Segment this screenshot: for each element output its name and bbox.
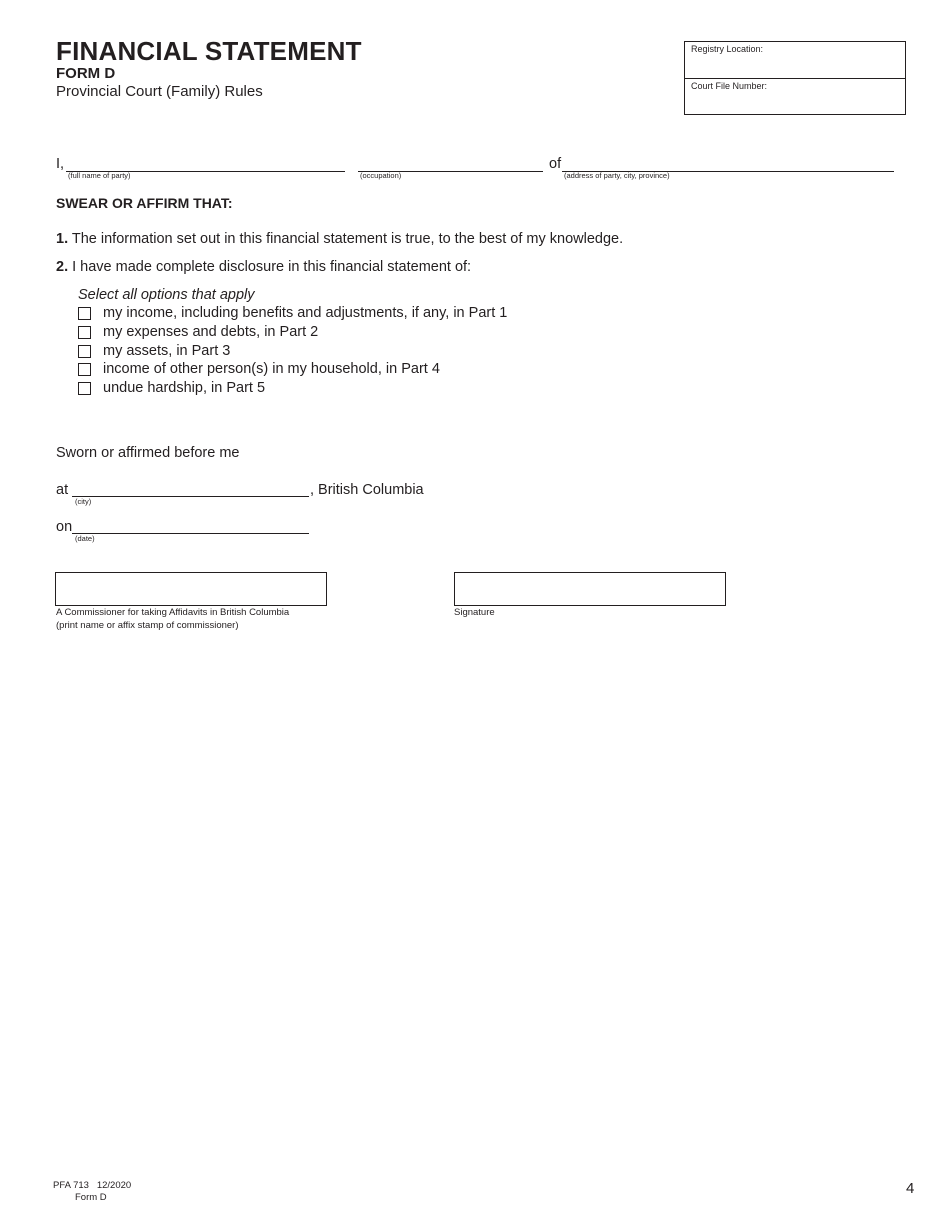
- form-number: FORM D: [56, 65, 116, 82]
- statement-1-text: The information set out in this financial statement is true, to the best of my knowledge.: [68, 231, 624, 247]
- statement-2-text: I have made complete disclosure in this financial statement of:: [68, 259, 472, 275]
- option-expenses-label: my expenses and debts, in Part 2: [103, 324, 319, 340]
- on-word: on: [56, 519, 73, 535]
- statement-1: [56, 231, 623, 247]
- option-household-income-checkbox[interactable]: [78, 363, 91, 376]
- occupation-hint: (occupation): [360, 171, 402, 180]
- party-address-hint: (address of party, city, province): [564, 171, 670, 180]
- signature-caption: Signature: [454, 607, 495, 618]
- statement-2-number: 2.: [56, 259, 69, 275]
- statement-1-number: 1.: [56, 231, 69, 247]
- province-suffix: , British Columbia: [310, 482, 424, 498]
- city-hint: (city): [75, 497, 92, 506]
- party-address-input[interactable]: [564, 156, 892, 171]
- swear-heading: SWEAR OR AFFIRM THAT:: [56, 195, 233, 211]
- party-name-hint: (full name of party): [68, 171, 131, 180]
- signature-box[interactable]: [454, 572, 726, 606]
- option-household-income[interactable]: [78, 360, 440, 378]
- commissioner-stamp-box[interactable]: [55, 572, 327, 606]
- of-word: of: [549, 156, 562, 172]
- form-title: FINANCIAL STATEMENT: [56, 36, 362, 66]
- statement-2: [56, 259, 471, 275]
- commissioner-caption: [56, 606, 289, 632]
- select-options-hint: Select all options that apply: [78, 287, 255, 303]
- page-number: 4: [906, 1180, 915, 1197]
- commissioner-caption-line-2: (print name or affix stamp of commissioner): [56, 620, 239, 631]
- commissioner-caption-line-1: A Commissioner for taking Affidavits in British Columbia: [56, 607, 290, 618]
- option-undue-hardship-label: undue hardship, in Part 5: [103, 380, 266, 396]
- date-line: [72, 533, 309, 534]
- footer: [53, 1180, 131, 1204]
- party-prefix: I,: [56, 156, 65, 172]
- option-undue-hardship[interactable]: [78, 379, 265, 397]
- registry-location-label: Registry Location:: [691, 44, 764, 54]
- city-line: [72, 496, 309, 497]
- court-info-box: [684, 41, 906, 115]
- footer-code: PFA 713 12/2020: [53, 1180, 132, 1191]
- option-income-checkbox[interactable]: [78, 307, 91, 320]
- party-name-input[interactable]: [68, 156, 342, 171]
- option-income-label: my income, including benefits and adjustments, if any, in Part 1: [103, 305, 508, 321]
- city-input[interactable]: [75, 481, 307, 496]
- date-hint: (date): [75, 534, 95, 543]
- form-rules: Provincial Court (Family) Rules: [56, 83, 263, 100]
- registry-location-field[interactable]: [685, 42, 905, 79]
- option-assets-label: my assets, in Part 3: [103, 343, 231, 359]
- option-household-income-label: income of other person(s) in my household, in Part 4: [103, 361, 440, 377]
- sworn-heading: Sworn or affirmed before me: [56, 445, 240, 461]
- occupation-input[interactable]: [360, 156, 540, 171]
- option-undue-hardship-checkbox[interactable]: [78, 382, 91, 395]
- option-assets-checkbox[interactable]: [78, 345, 91, 358]
- option-income[interactable]: [78, 304, 507, 322]
- court-file-number-label: Court File Number:: [691, 81, 768, 91]
- date-input[interactable]: [75, 518, 307, 533]
- option-expenses-checkbox[interactable]: [78, 326, 91, 339]
- at-word: at: [56, 482, 69, 498]
- footer-form: Form D: [75, 1192, 107, 1203]
- option-assets[interactable]: [78, 342, 230, 360]
- court-file-number-field[interactable]: [685, 79, 905, 116]
- option-expenses[interactable]: [78, 323, 318, 341]
